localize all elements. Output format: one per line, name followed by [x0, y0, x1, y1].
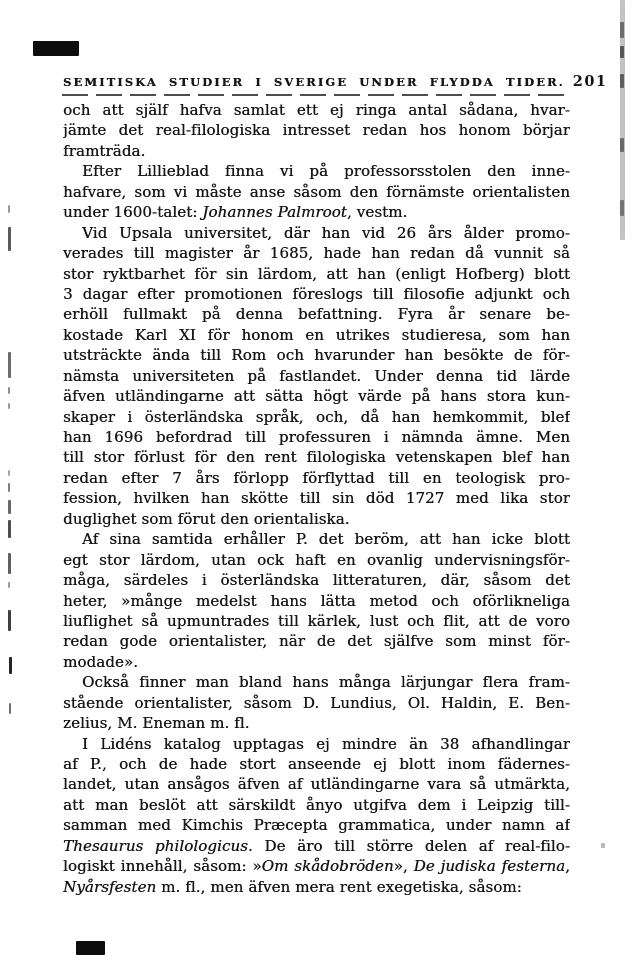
text-line: han 1696 befordrad till professuren i nämnda ämne. Men [63, 428, 570, 446]
text-line: stående orientalister, såsom D. Lundius, Ol. Haldin, E. Ben- [63, 693, 570, 712]
text-line: Af sina samtida erhåller P. det beröm, att han icke blott [82, 530, 570, 549]
text-line: nämsta universiteten på fastlandet. Under denna tid lärde [63, 366, 570, 385]
text-line: utsträckte ända till Rom och hvarunder han besökte de för- [63, 346, 570, 365]
text-line: modade». [63, 652, 139, 671]
text-line: I Lidéns katalog upptagas ej mindre än 38 afhandlingar [82, 734, 570, 753]
text-line: liuflighet så upmuntrades till kärlek, lust och flit, att de voro [63, 611, 570, 630]
scan-mark [620, 200, 624, 216]
scan-mark [8, 352, 11, 378]
scan-mark [76, 941, 105, 955]
running-title: SEMITISKA STUDIER I SVERIGE UNDER FLYDDA TIDER. [63, 75, 565, 89]
text-line: kostade Karl XI för honom en utrikes studieresa, som han [63, 325, 570, 344]
text-line: Thesaurus philologicus. De äro till större delen af real-filo- [63, 836, 570, 855]
scan-mark [620, 138, 624, 152]
page-number: 201 [572, 73, 608, 90]
scan-mark [601, 843, 605, 848]
scan-mark [8, 500, 11, 514]
header-rule [62, 94, 571, 96]
scan-mark [8, 582, 10, 588]
scan-mark [620, 22, 624, 38]
text-line: måga, särdeles i österländska litteraturen, där, såsom det [63, 571, 570, 590]
text-line: jämte det real-filologiska intresset redan hos honom börjar [63, 121, 570, 140]
text-line: till stor förlust för den rent filologiska vetenskapen blef han [63, 448, 570, 467]
scan-mark [9, 657, 12, 674]
text-line: Också finner man bland hans många lärjungar flera fram- [82, 673, 570, 692]
text-line: zelius, M. Eneman m. fl. [63, 714, 250, 733]
text-block [63, 100, 570, 897]
text-line: och att själf hafva samlat ett ej ringa antal sådana, hvar- [63, 101, 570, 119]
text-line: af P., och de hade stort anseende ej blott inom fädernes- [63, 755, 570, 773]
scan-mark [8, 483, 10, 492]
page-header [63, 73, 608, 90]
text-line: heter, »månge medelst hans lätta metod och oförlikneliga [63, 591, 570, 610]
text-line: Efter Lillieblad finna vi på professorsstolen den inne- [82, 162, 570, 181]
text-line: Nyårsfesten m. fl., men äfven mera rent exegetiska, såsom: [63, 877, 522, 896]
text-line: Vid Upsala universitet, där han vid 26 års ålder promo- [82, 223, 570, 242]
text-line: redan efter 7 års förlopp förflyttad till en teologisk pro- [63, 468, 570, 487]
text-line: redan gode orientalister, när de det själfve som minst för- [63, 632, 570, 651]
text-line: duglighet som förut den orientaliska. [63, 509, 350, 528]
text-line: under 1600-talet: Johannes Palmroot, vestm. [63, 203, 408, 222]
text-line: stor ryktbarhet för sin lärdom, att han (enligt Hofberg) blott [63, 264, 570, 283]
scan-mark [8, 610, 11, 631]
text-line: logiskt innehåll, såsom: »Om skådobröden», De judiska festerna, [63, 857, 570, 876]
scan-mark [33, 41, 79, 56]
scan-mark [8, 227, 11, 251]
text-line: framträda. [63, 141, 146, 160]
text-line: samman med Kimchis Præcepta grammatica, under namn af [63, 816, 570, 835]
text-line: fession, hvilken han skötte till sin död 1727 med lika stor [63, 489, 570, 508]
text-line: skaper i österländska språk, och, då han hemkommit, blef [63, 407, 570, 426]
scan-mark [8, 403, 10, 409]
scan-mark [9, 703, 11, 714]
scan-mark [8, 520, 11, 538]
scan-mark [8, 470, 10, 476]
text-line: att man beslöt att särskildt ånyo utgifva dem i Leipzig till- [63, 795, 570, 814]
text-line: 3 dagar efter promotionen föreslogs till filosofie adjunkt och [63, 284, 570, 303]
scan-mark [8, 205, 10, 213]
text-line: hafvare, som vi måste anse såsom den förnämste orientalisten [63, 182, 570, 201]
scan-mark [8, 553, 11, 574]
text-line: erhöll fullmakt på denna befattning. Fyra år senare be- [63, 305, 570, 324]
scan-mark [620, 46, 624, 58]
text-line: äfven utländingarne att sätta högt värde på hans stora kun- [63, 387, 570, 406]
scan-mark [620, 74, 624, 88]
text-line: landet, utan ansågos äfven af utländingarne vara så utmärkta, [63, 775, 570, 794]
text-line: egt stor lärdom, utan ock haft en ovanlig undervisningsför- [63, 550, 570, 569]
scan-mark [8, 387, 10, 394]
text-line: verades till magister år 1685, hade han redan då vunnit så [63, 244, 570, 263]
